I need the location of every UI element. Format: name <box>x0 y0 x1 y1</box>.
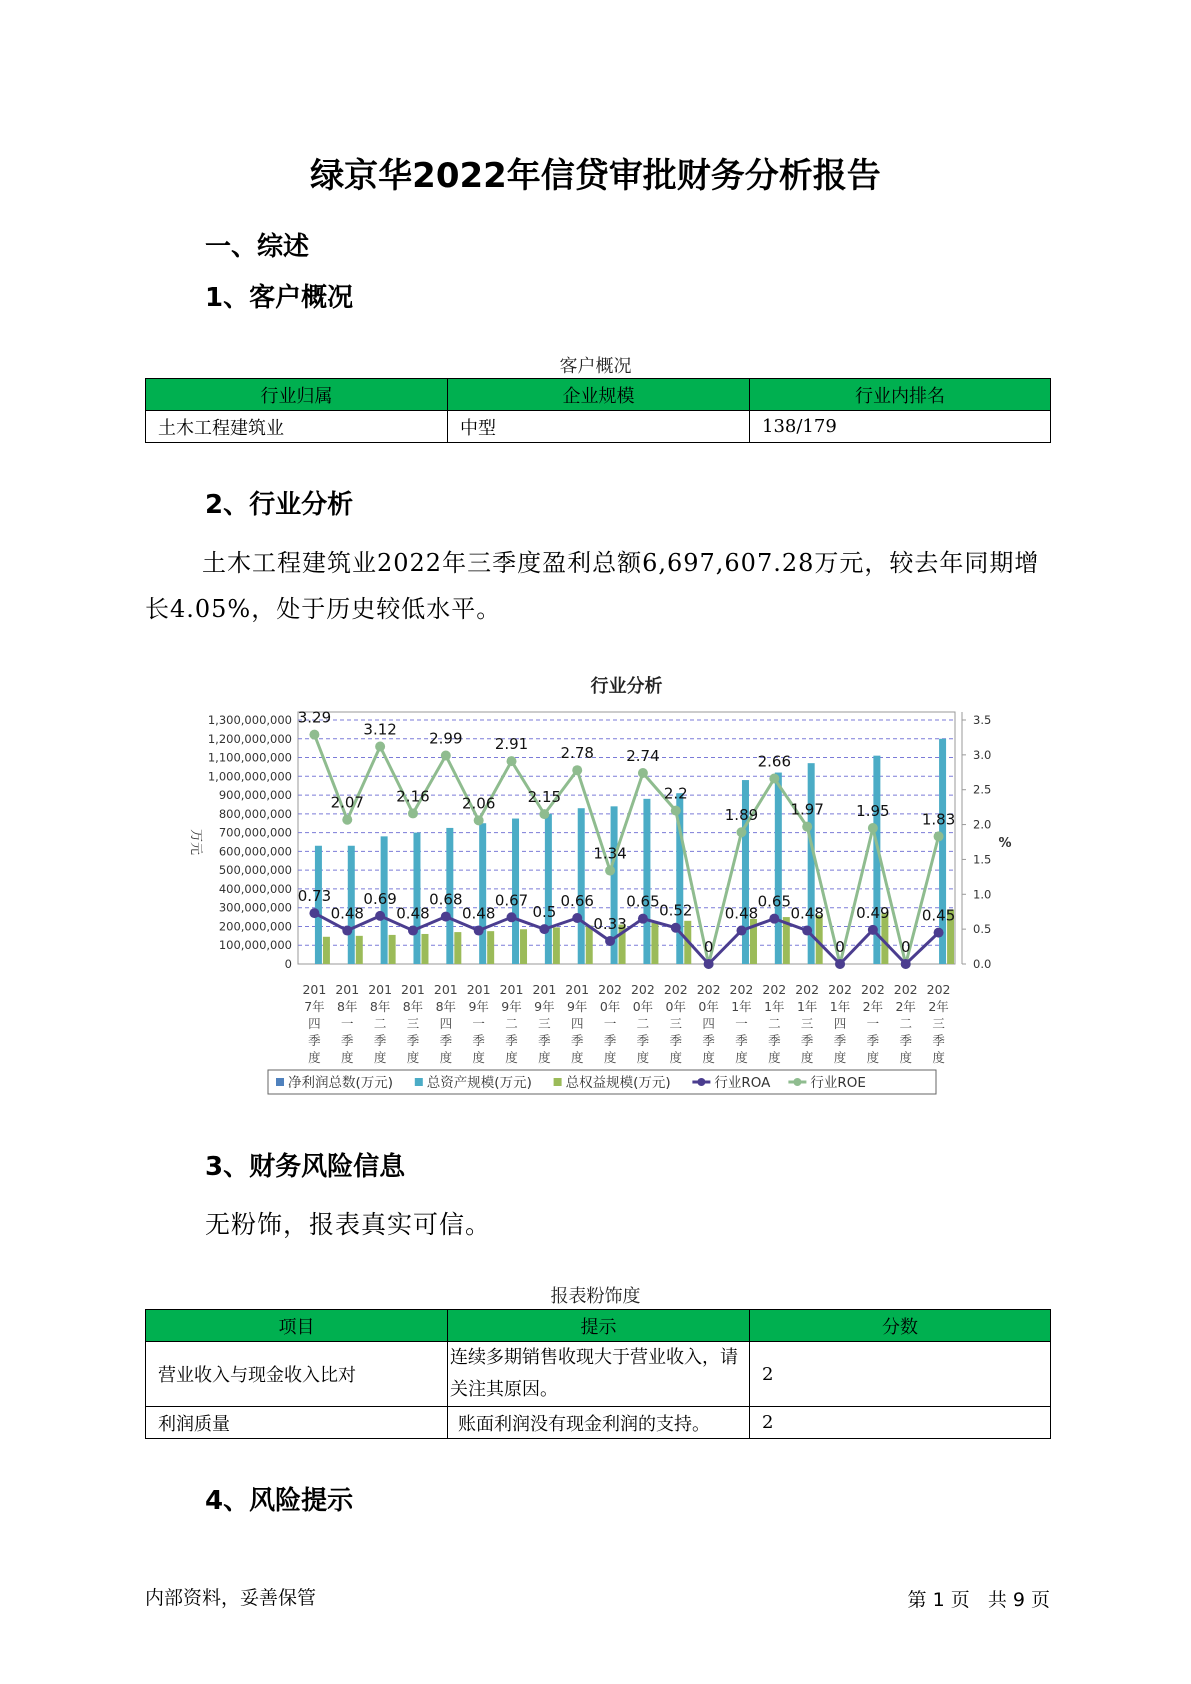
roe-data-label: 2.78 <box>560 744 594 763</box>
x-tick-label: 三 <box>669 1016 683 1031</box>
legend-label: 净利润总数(万元) <box>288 1075 394 1091</box>
x-tick-label: 度 <box>932 1050 945 1065</box>
x-tick-label: 季 <box>439 1033 453 1048</box>
y-tick-label: 500,000,000 <box>218 863 292 878</box>
roa-point <box>342 926 352 936</box>
roe-point <box>802 822 812 832</box>
y-axis-label: 万元 <box>188 828 203 856</box>
roa-point <box>868 925 878 935</box>
y2-axis-label: % <box>998 836 1012 851</box>
x-tick-label: 季 <box>735 1033 748 1048</box>
roa-data-label: 0.5 <box>532 903 557 922</box>
x-tick-label: 度 <box>505 1050 518 1065</box>
y-tick-label: 1,100,000,000 <box>207 750 292 765</box>
table-header: 分数 <box>750 1310 1051 1342</box>
roe-data-label: 3.12 <box>363 720 397 739</box>
x-tick-label: 1年 <box>731 999 752 1014</box>
risk-paragraph: 无粉饰，报表真实可信。 <box>205 1210 492 1239</box>
table-row <box>146 1407 1051 1439</box>
y2-tick-label: 3.5 <box>973 713 992 727</box>
roe-point <box>934 831 944 841</box>
roa-data-label: 0.45 <box>921 906 956 925</box>
x-tick-label: 2年 <box>862 999 884 1014</box>
roe-point <box>736 827 746 837</box>
x-tick-label: 二 <box>636 1016 650 1031</box>
x-tick-label: 度 <box>735 1050 748 1065</box>
x-tick-label: 季 <box>899 1033 912 1048</box>
legend-swatch <box>276 1078 284 1086</box>
roa-data-label: 0.48 <box>461 904 496 923</box>
y2-tick-label: 1.0 <box>973 887 992 902</box>
roa-data-label: 0.65 <box>626 892 660 911</box>
bar <box>454 932 461 964</box>
x-tick-label: 度 <box>768 1050 781 1065</box>
bar <box>413 833 420 964</box>
roe-data-label: 3.29 <box>297 708 332 727</box>
x-tick-label: 季 <box>373 1033 387 1048</box>
x-tick-label: 202 <box>860 982 885 997</box>
table-row <box>146 411 1051 443</box>
x-tick-label: 度 <box>603 1050 617 1065</box>
bar <box>586 926 593 964</box>
x-tick-label: 202 <box>828 982 852 997</box>
roa-data-label: 0.67 <box>494 891 529 910</box>
roe-point <box>309 730 319 740</box>
roa-point <box>474 926 484 936</box>
bar <box>578 808 585 964</box>
x-tick-label: 202 <box>893 982 918 997</box>
y-tick-label: 200,000,000 <box>218 919 292 934</box>
x-tick-label: 度 <box>636 1050 650 1065</box>
table-header: 行业内排名 <box>750 379 1051 411</box>
y-tick-label: 600,000,000 <box>218 844 292 859</box>
legend-label: 行业ROA <box>714 1075 771 1091</box>
x-tick-label: 9年 <box>566 999 588 1014</box>
bar <box>520 929 527 964</box>
x-tick-label: 度 <box>800 1050 814 1065</box>
x-tick-label: 度 <box>669 1050 683 1065</box>
roa-data-label: 0 <box>900 938 911 956</box>
roe-point <box>375 741 385 751</box>
page-number: 第 1 页 共 9 页 <box>907 1589 1050 1611</box>
bar <box>651 923 658 964</box>
y2-tick-label: 2.0 <box>973 817 992 832</box>
roe-point <box>539 809 549 819</box>
x-tick-label: 9年 <box>534 999 555 1014</box>
x-tick-label: 202 <box>729 982 754 997</box>
y2-tick-label: 1.5 <box>973 852 992 867</box>
x-tick-label: 四 <box>439 1016 453 1031</box>
table-header: 项目 <box>146 1310 448 1342</box>
table-cell: 土木工程建筑业 <box>146 411 448 443</box>
x-tick-label: 1年 <box>764 999 785 1014</box>
x-tick-label: 202 <box>795 982 820 997</box>
x-tick-label: 2年 <box>895 999 916 1014</box>
x-tick-label: 8年 <box>337 999 358 1014</box>
y-tick-label: 400,000,000 <box>218 881 292 896</box>
industry-chart <box>180 660 1030 1120</box>
y2-tick-label: 2.5 <box>973 782 992 797</box>
x-tick-label: 二 <box>373 1016 387 1031</box>
roe-point <box>408 808 418 818</box>
industry-chart-svg <box>180 660 1030 1120</box>
bar <box>553 927 560 964</box>
roe-point <box>638 768 648 778</box>
x-tick-label: 季 <box>833 1033 847 1048</box>
section-heading-overview: 一、综述 <box>205 232 310 262</box>
table-cell: 138/179 <box>750 411 1051 443</box>
roa-data-label: 0.73 <box>297 887 332 906</box>
x-tick-label: 0年 <box>632 999 654 1014</box>
x-tick-label: 季 <box>866 1033 880 1048</box>
legend-label: 总资产规模(万元) <box>426 1075 532 1091</box>
whitewash-table <box>145 1309 1051 1439</box>
roa-point <box>704 959 714 969</box>
x-tick-label: 202 <box>630 982 655 997</box>
x-tick-label: 201 <box>368 982 393 997</box>
roe-point <box>605 866 615 876</box>
x-tick-label: 202 <box>663 982 688 997</box>
y-tick-label: 800,000,000 <box>218 806 292 821</box>
x-tick-label: 度 <box>406 1050 420 1065</box>
table-caption-whitewash: 报表粉饰度 <box>550 1286 641 1307</box>
x-tick-label: 季 <box>308 1033 321 1048</box>
table-cell: 账面利润没有现金利润的支持。 <box>448 1407 750 1439</box>
industry-paragraph: 土木工程建筑业2022年三季度盈利总额6,697,607.28万元，较去年同期增长4.05%，处于历史较低水平。 <box>145 549 1040 623</box>
table-cell: 2 <box>750 1407 1051 1439</box>
bar <box>643 799 650 964</box>
x-tick-label: 0年 <box>698 999 719 1014</box>
x-tick-label: 季 <box>570 1033 584 1048</box>
roa-data-label: 0.48 <box>790 904 824 923</box>
roe-data-label: 2.99 <box>429 729 463 748</box>
legend-swatch <box>793 1078 801 1086</box>
x-tick-label: 度 <box>570 1050 584 1065</box>
x-tick-label: 季 <box>800 1033 814 1048</box>
x-tick-label: 季 <box>932 1033 945 1048</box>
document-title: 绿京华2022年信贷审批财务分析报告 <box>310 156 881 196</box>
roa-point <box>441 912 451 922</box>
x-tick-label: 202 <box>926 982 951 997</box>
roe-data-label: 2.2 <box>663 784 688 803</box>
roa-data-label: 0.52 <box>659 901 693 920</box>
x-tick-label: 一 <box>735 1016 748 1031</box>
x-tick-label: 季 <box>636 1033 650 1048</box>
bar <box>421 934 428 964</box>
roe-point <box>441 751 451 761</box>
x-tick-label: 度 <box>341 1050 354 1065</box>
table-cell: 中型 <box>448 411 750 443</box>
roa-data-label: 0 <box>703 938 714 956</box>
roa-data-label: 0.66 <box>560 891 594 910</box>
x-tick-label: 1年 <box>829 999 851 1014</box>
x-tick-label: 0年 <box>599 999 621 1014</box>
section-heading-risk-info: 3、财务风险信息 <box>205 1152 406 1182</box>
x-tick-label: 季 <box>406 1033 420 1048</box>
roe-point <box>474 815 484 825</box>
x-tick-label: 一 <box>341 1016 354 1031</box>
legend-swatch <box>554 1078 562 1086</box>
x-tick-label: 四 <box>308 1016 321 1031</box>
roa-point <box>736 926 746 936</box>
table-header: 提示 <box>448 1310 750 1342</box>
x-tick-label: 7年 <box>304 999 325 1014</box>
roa-point <box>638 914 648 924</box>
y-tick-label: 1,300,000,000 <box>207 713 292 727</box>
roa-data-label: 0.48 <box>724 904 759 923</box>
legend-label: 总权益规模(万元) <box>565 1075 671 1091</box>
x-tick-label: 季 <box>538 1033 551 1048</box>
roa-data-label: 0.49 <box>856 903 890 922</box>
y2-tick-label: 0.0 <box>973 957 992 971</box>
x-tick-label: 三 <box>406 1016 420 1031</box>
y-tick-label: 100,000,000 <box>218 938 292 953</box>
roe-data-label: 1.34 <box>593 844 627 863</box>
bar <box>545 814 552 964</box>
roa-point <box>802 926 812 936</box>
chart-title: 行业分析 <box>590 676 663 697</box>
section-heading-industry: 2、行业分析 <box>205 490 354 520</box>
x-tick-label: 季 <box>341 1033 354 1048</box>
y-tick-label: 0 <box>284 957 292 971</box>
legend-swatch <box>697 1078 705 1086</box>
x-tick-label: 三 <box>932 1016 945 1031</box>
roe-data-label: 2.66 <box>757 752 792 771</box>
roe-data-label: 2.74 <box>626 746 660 765</box>
roe-point <box>342 815 352 825</box>
table-header: 行业归属 <box>146 379 448 411</box>
roe-point <box>671 806 681 816</box>
x-tick-label: 四 <box>570 1016 584 1031</box>
y-tick-label: 700,000,000 <box>218 825 292 840</box>
x-tick-label: 1年 <box>796 999 818 1014</box>
bar <box>487 931 494 964</box>
y-tick-label: 1,000,000,000 <box>207 769 292 784</box>
x-tick-label: 度 <box>833 1050 847 1065</box>
x-tick-label: 一 <box>603 1016 617 1031</box>
x-tick-label: 度 <box>538 1050 551 1065</box>
roe-data-label: 1.97 <box>790 800 824 819</box>
roe-data-label: 1.95 <box>856 802 890 821</box>
y-tick-label: 1,200,000,000 <box>207 731 292 746</box>
bar <box>356 936 363 964</box>
bar <box>775 773 782 964</box>
section-heading-risk-tips: 4、风险提示 <box>205 1486 354 1516</box>
roe-data-label: 1.89 <box>724 806 759 825</box>
table-caption-customer: 客户概况 <box>559 356 632 377</box>
table-cell: 连续多期销售收现大于营业收入，请关注其原因。 <box>448 1342 750 1407</box>
roa-point <box>769 914 779 924</box>
table-cell: 营业收入与现金收入比对 <box>146 1342 448 1407</box>
y2-tick-label: 3.0 <box>973 747 992 762</box>
roe-data-label: 2.16 <box>396 787 430 806</box>
roa-data-label: 0 <box>835 938 845 956</box>
y-tick-label: 300,000,000 <box>218 900 292 915</box>
roa-data-label: 0.65 <box>757 892 792 911</box>
roa-point <box>835 959 845 969</box>
x-tick-label: 季 <box>669 1033 683 1048</box>
x-tick-label: 201 <box>499 982 524 997</box>
roa-data-label: 0.69 <box>363 889 397 908</box>
x-tick-label: 8年 <box>402 999 424 1014</box>
roe-data-label: 2.91 <box>494 735 529 754</box>
x-tick-label: 三 <box>800 1016 814 1031</box>
x-tick-label: 度 <box>866 1050 880 1065</box>
x-tick-label: 度 <box>899 1050 912 1065</box>
x-tick-label: 度 <box>439 1050 453 1065</box>
x-tick-label: 一 <box>866 1016 880 1031</box>
x-tick-label: 度 <box>373 1050 387 1065</box>
x-tick-label: 二 <box>768 1016 781 1031</box>
x-tick-label: 季 <box>702 1033 715 1048</box>
roe-point <box>572 765 582 775</box>
x-tick-label: 一 <box>472 1016 485 1031</box>
roe-point <box>868 823 878 833</box>
x-tick-label: 8年 <box>435 999 457 1014</box>
footer-confidential: 内部资料，妥善保管 <box>145 1587 317 1609</box>
x-tick-label: 四 <box>702 1016 715 1031</box>
x-tick-label: 季 <box>603 1033 617 1048</box>
section-heading-customer: 1、客户概况 <box>205 283 354 313</box>
roa-point <box>572 913 582 923</box>
x-tick-label: 四 <box>833 1016 847 1031</box>
x-tick-label: 度 <box>472 1050 485 1065</box>
roa-point <box>375 911 385 921</box>
roe-point <box>769 774 779 784</box>
x-tick-label: 季 <box>472 1033 485 1048</box>
x-tick-label: 三 <box>538 1016 551 1031</box>
roe-data-label: 2.06 <box>461 794 496 813</box>
x-tick-label: 0年 <box>665 999 687 1014</box>
x-tick-label: 201 <box>302 982 327 997</box>
y2-tick-label: 0.5 <box>973 922 992 937</box>
table-row <box>146 1342 1051 1407</box>
x-tick-label: 二 <box>899 1016 912 1031</box>
x-tick-label: 度 <box>308 1050 321 1065</box>
x-tick-label: 季 <box>505 1033 518 1048</box>
roa-point <box>539 924 549 934</box>
x-tick-label: 度 <box>702 1050 715 1065</box>
x-tick-label: 202 <box>762 982 787 997</box>
roa-point <box>507 912 517 922</box>
roa-data-label: 0.33 <box>593 914 627 933</box>
roe-data-label: 1.83 <box>921 810 956 829</box>
x-tick-label: 201 <box>466 982 491 997</box>
x-tick-label: 2年 <box>928 999 949 1014</box>
table-cell: 2 <box>750 1342 1051 1407</box>
roa-point <box>309 908 319 918</box>
x-tick-label: 9年 <box>501 999 522 1014</box>
roa-data-label: 0.48 <box>396 904 430 923</box>
legend-swatch <box>415 1078 423 1086</box>
x-tick-label: 季 <box>768 1033 781 1048</box>
roa-point <box>934 928 944 938</box>
bar <box>323 937 330 964</box>
x-tick-label: 二 <box>505 1016 518 1031</box>
roe-point <box>507 756 517 766</box>
roa-point <box>901 959 911 969</box>
x-tick-label: 201 <box>401 982 425 997</box>
x-tick-label: 8年 <box>369 999 391 1014</box>
x-tick-label: 201 <box>565 982 590 997</box>
x-tick-label: 201 <box>433 982 458 997</box>
roa-data-label: 0.68 <box>429 890 463 909</box>
roa-point <box>671 923 681 933</box>
legend-label: 行业ROE <box>810 1075 866 1091</box>
roa-point <box>605 936 615 946</box>
table-header: 企业规模 <box>448 379 750 411</box>
roa-point <box>408 926 418 936</box>
y-tick-label: 900,000,000 <box>218 788 292 803</box>
x-tick-label: 202 <box>598 982 623 997</box>
x-tick-label: 9年 <box>468 999 489 1014</box>
roe-data-label: 2.15 <box>527 788 562 807</box>
roe-data-label: 2.07 <box>330 793 364 812</box>
customer-table <box>145 378 1051 443</box>
x-tick-label: 201 <box>532 982 557 997</box>
roa-data-label: 0.48 <box>330 904 364 923</box>
table-cell: 利润质量 <box>146 1407 448 1439</box>
bar <box>389 935 396 964</box>
x-tick-label: 202 <box>696 982 721 997</box>
bar <box>479 823 486 964</box>
x-tick-label: 201 <box>335 982 360 997</box>
